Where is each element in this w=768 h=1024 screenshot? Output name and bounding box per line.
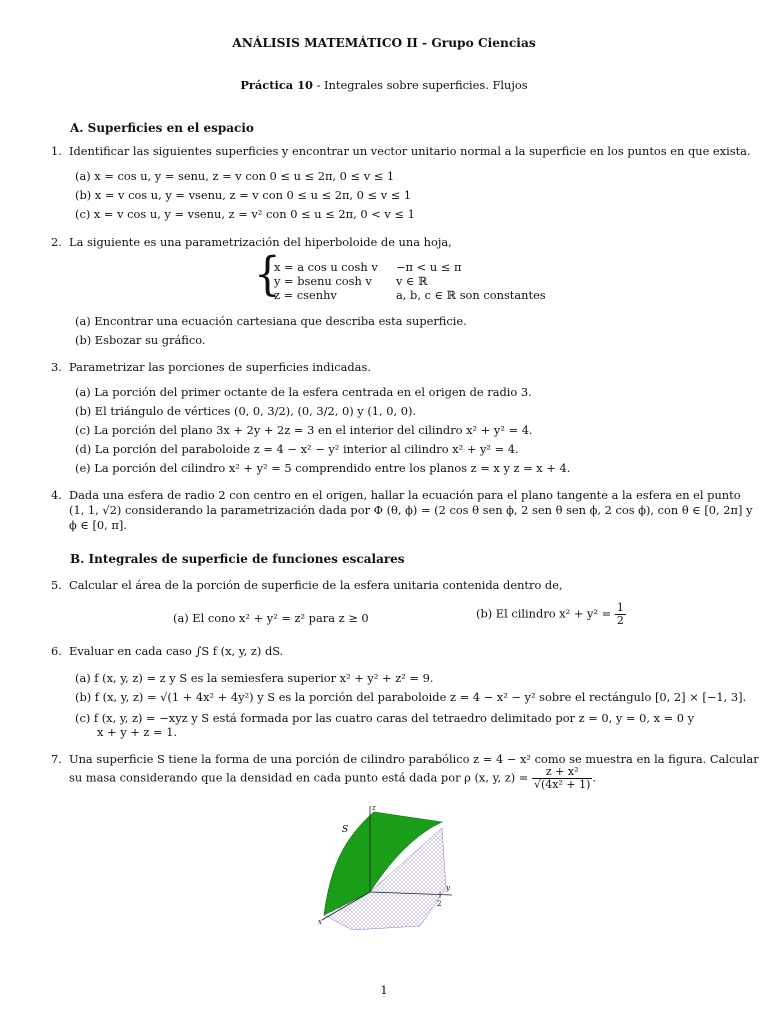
question-number: 5. [51,578,62,592]
question-text: La siguiente es una parametrización del hiperboloide de una hoja, [69,235,452,249]
question-number: 1. [51,144,62,158]
system-eq-1: x = a cos u cosh v [274,260,378,274]
page-number: 1 [380,983,388,997]
q6-item-b: (b) f (x, y, z) = √(1 + 4x² + 4y²) y S es la porción del paraboloide z = 4 − x² − y² sobre el rectángulo [0, 2] × [−1, 3]. [75,690,747,704]
question-number: 3. [51,360,62,374]
question-4-line-3: ϕ ∈ [0, π]. [69,518,127,532]
question-7 [51,752,759,766]
question-5 [51,578,563,592]
density-text: su masa considerando que la densidad en cada punto está dada por ρ (x, y, z) = [69,770,529,785]
question-4-line-2: (1, 1, √2) considerando la parametrización dada por Φ (θ, ϕ) = (2 cos θ sen ϕ, 2 sen θ sen ϕ, 2 cos ϕ), con θ ∈ [0, 2π] y [69,503,753,517]
document-title: ANÁLISIS MATEMÁTICO II - Grupo Ciencias [232,36,536,50]
question-6 [51,644,284,658]
q5-item-a: (a) El cono x² + y² = z² para z ≥ 0 [173,611,369,625]
practice-number: Práctica 10 [240,78,313,92]
fraction-numerator: z + x² [532,766,592,779]
question-4 [51,488,741,502]
fraction-denominator: √(4x² + 1) [533,778,591,792]
q5-fraction [615,602,626,627]
question-1 [51,144,751,158]
y-tick-label: 2 [437,900,442,908]
question-text: Evaluar en cada caso ∫S f (x, y, z) dS. [69,644,284,658]
q3-item-a: (a) La porción del primer octante de la esfera centrada en el origen de radio 3. [75,385,532,399]
q3-item-b: (b) El triángulo de vértices (0, 0, 3/2), (0, 3/2, 0) y (1, 0, 0). [75,404,417,418]
question-number: 6. [51,644,62,658]
q6-item-a: (a) f (x, y, z) = z y S es la semiesfera superior x² + y² + z² = 9. [75,671,434,685]
q3-item-c: (c) La porción del plano 3x + 2y + 2z = 3 en el interior del cilindro x² + y² = 4. [75,423,533,437]
section-b-heading: B. Integrales de superficie de funciones escalares [70,552,405,566]
surface-label: S [342,825,349,835]
q5-item-b-text: (b) El cilindro x² + y² = [476,606,612,621]
question-7-line-2 [69,766,596,791]
x-axis-label: x [318,918,322,926]
q6-item-c-line-1: (c) f (x, y, z) = −xyz y S está formada por las cuatro caras del tetraedro delimitado por z = 0, y = 0, x = 0 y [75,711,695,725]
q3-item-e: (e) La porción del cilindro x² + y² = 5 comprendido entre los planos z = x y z = x + 4. [75,461,571,475]
question-2 [51,235,452,249]
fraction-numerator: 1 [616,601,624,614]
density-fraction [532,766,592,791]
surface-plot [312,800,462,930]
period: . [592,770,597,785]
question-text: Identificar las siguientes superficies y encontrar un vector unitario normal a la superficie en los puntos en que exista. [69,144,751,158]
question-text: Calcular el área de la porción de superficie de la esfera unitaria contenida dentro de, [69,578,563,592]
q3-item-d: (d) La porción del paraboloide z = 4 − x² − y² interior al cilindro x² + y² = 4. [75,442,519,456]
system-eq-3: z = csenhv [274,288,337,302]
z-axis-label: z [372,804,376,812]
question-text: Parametrizar las porciones de superficies indicadas. [69,360,371,374]
system-cond-2: v ∈ ℝ [396,274,428,288]
question-text-line-1: Una superficie S tiene la forma de una porción de cilindro parabólico z = 4 − x² como se muestra en la figura. Calcular [69,752,759,766]
question-number: 7. [51,752,62,766]
system-brace: { [254,246,281,301]
q2-item-a: (a) Encontrar una ecuación cartesiana que describa esta superficie. [75,314,467,328]
y-axis-label: y [446,884,450,892]
q1-item-c: (c) x = v cos u, y = vsenu, z = v² con 0 ≤ u ≤ 2π, 0 < v ≤ 1 [75,207,415,221]
parabolic-cylinder-figure [312,800,462,930]
fraction-denominator: 2 [616,614,624,628]
q1-item-b: (b) x = v cos u, y = vsenu, z = v con 0 ≤ u ≤ 2π, 0 ≤ v ≤ 1 [75,188,412,202]
question-3 [51,360,371,374]
practice-topic: - Integrales sobre superficies. Flujos [312,78,528,92]
section-a-heading: A. Superficies en el espacio [70,121,254,135]
system-eq-2: y = bsenu cosh v [274,274,372,288]
question-number: 2. [51,235,62,249]
q2-item-b: (b) Esbozar su gráfico. [75,333,206,347]
system-cond-3: a, b, c ∈ ℝ son constantes [396,288,546,302]
question-number: 4. [51,488,62,502]
question-text-line-1: Dada una esfera de radio 2 con centro en el origen, hallar la ecuación para el plano tangente a la esfera en el punto [69,488,741,502]
q5-item-b [476,602,626,627]
q6-item-c-line-2: x + y + z = 1. [97,725,178,739]
document-subtitle [0,78,768,92]
q1-item-a: (a) x = cos u, y = senu, z = v con 0 ≤ u ≤ 2π, 0 ≤ v ≤ 1 [75,169,395,183]
system-cond-1: −π < u ≤ π [396,260,462,274]
